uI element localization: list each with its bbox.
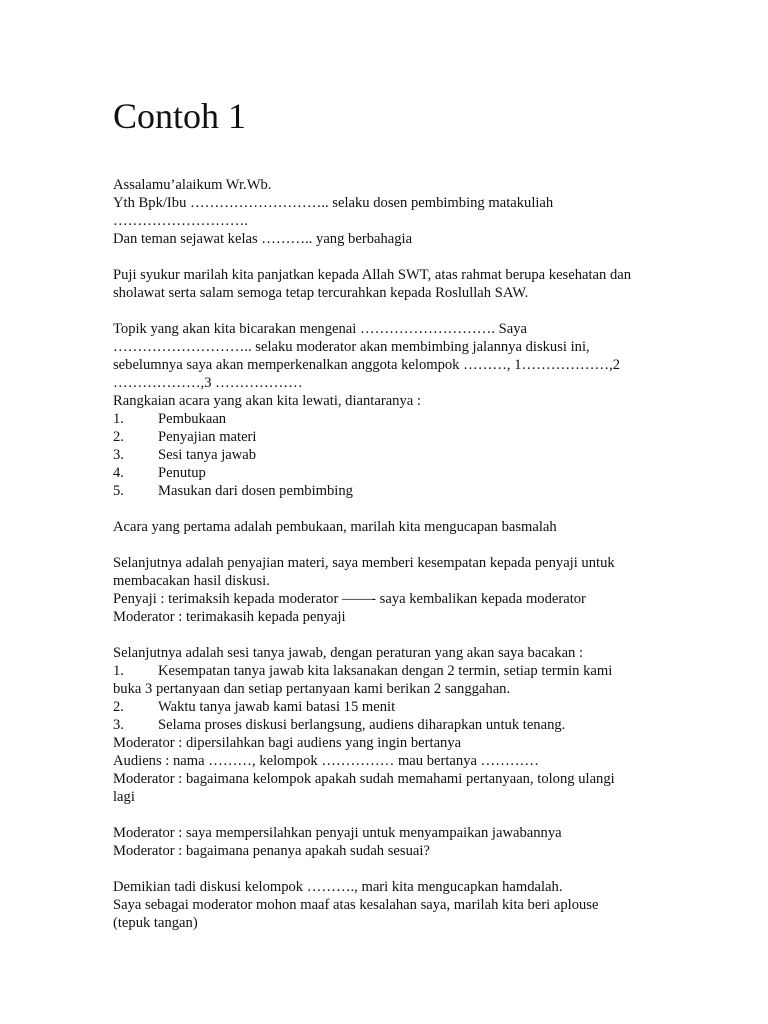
list-number: 4. bbox=[113, 465, 124, 481]
paragraph-gap bbox=[113, 626, 723, 644]
document-body bbox=[113, 176, 723, 932]
paragraph-gap bbox=[113, 860, 723, 878]
topic-paragraph bbox=[113, 320, 723, 500]
answer-paragraph bbox=[113, 824, 723, 860]
list-number: 5. bbox=[113, 483, 124, 499]
text-line: Acara yang pertama adalah pembukaan, marilah kita mengucapan basmalah bbox=[113, 519, 557, 535]
list-number: 1. bbox=[113, 411, 124, 427]
qa-paragraph bbox=[113, 644, 723, 806]
text-line: Puji syukur marilah kita panjatkan kepada Allah SWT, atas rahmat berupa kesehatan dan bbox=[113, 267, 632, 283]
list-number: 3. bbox=[113, 717, 124, 733]
paragraph-gap bbox=[113, 248, 723, 266]
list-text: Penyajian materi bbox=[158, 429, 257, 445]
list-item bbox=[113, 464, 723, 482]
text-line: ………………………. bbox=[113, 213, 248, 229]
text-line: Moderator : terimakasih kepada penyaji bbox=[113, 609, 346, 625]
text-line: Selanjutnya adalah sesi tanya jawab, dengan peraturan yang akan saya bacakan : bbox=[113, 645, 584, 661]
text-line: Moderator : saya mempersilahkan penyaji untuk menyampaikan jawabannya bbox=[113, 825, 562, 841]
list-text: Selama proses diskusi berlangsung, audiens diharapkan untuk tenang. bbox=[158, 717, 566, 733]
list-item bbox=[113, 410, 723, 428]
text-line: Moderator : bagaimana penanya apakah sudah sesuai? bbox=[113, 843, 430, 859]
text-line: Penyaji : terimaksih kepada moderator ——- saya kembalikan kepada moderator bbox=[113, 591, 586, 607]
opening-paragraph bbox=[113, 266, 723, 302]
list-text: Sesi tanya jawab bbox=[158, 447, 257, 463]
text-line: Saya sebagai moderator mohon maaf atas kesalahan saya, marilah kita beri aplouse bbox=[113, 897, 599, 913]
list-text: Kesempatan tanya jawab kita laksanakan dengan 2 termin, setiap termin kami bbox=[158, 663, 613, 679]
list-number: 2. bbox=[113, 699, 124, 715]
paragraph-gap bbox=[113, 536, 723, 554]
text-line: sholawat serta salam semoga tetap tercurahkan kepada Roslullah SAW. bbox=[113, 285, 529, 301]
text-line: Rangkaian acara yang akan kita lewati, diantaranya : bbox=[113, 393, 421, 409]
text-line: Demikian tadi diskusi kelompok ………., mari kita mengucapkan hamdalah. bbox=[113, 879, 563, 895]
opening-act-paragraph bbox=[113, 518, 723, 536]
greeting-paragraph bbox=[113, 176, 723, 248]
text-line: (tepuk tangan) bbox=[113, 915, 198, 931]
list-item bbox=[113, 446, 723, 464]
list-number: 3. bbox=[113, 447, 124, 463]
text-line: Moderator : dipersilahkan bagi audiens yang ingin bertanya bbox=[113, 735, 462, 751]
text-line: Dan teman sejawat kelas ……….. yang berbahagia bbox=[113, 231, 413, 247]
text-line: Moderator : bagaimana kelompok apakah sudah memahami pertanyaan, tolong ulangi bbox=[113, 771, 615, 787]
text-line: ……………………….. selaku moderator akan membimbing jalannya diskusi ini, bbox=[113, 339, 590, 355]
agenda-list bbox=[113, 410, 723, 500]
list-text: Masukan dari dosen pembimbing bbox=[158, 483, 353, 499]
text-line: Audiens : nama ………, kelompok …………… mau bertanya ………… bbox=[113, 753, 539, 769]
text-line: ………………,3 ……………… bbox=[113, 375, 303, 391]
paragraph-gap bbox=[113, 500, 723, 518]
list-number: 1. bbox=[113, 663, 124, 679]
paragraph-gap bbox=[113, 806, 723, 824]
text-line: Topik yang akan kita bicarakan mengenai ………………………. Saya bbox=[113, 321, 527, 337]
text-line: sebelumnya saya akan memperkenalkan anggota kelompok ………, 1………………,2 bbox=[113, 357, 621, 373]
list-text: Pembukaan bbox=[158, 411, 227, 427]
closing-paragraph bbox=[113, 878, 723, 932]
document-title: Contoh 1 bbox=[113, 96, 247, 136]
list-item bbox=[113, 428, 723, 446]
list-item bbox=[113, 716, 723, 734]
presentation-paragraph bbox=[113, 554, 723, 626]
text-line: Yth Bpk/Ibu ……………………….. selaku dosen pembimbing matakuliah bbox=[113, 195, 554, 211]
list-text: Waktu tanya jawab kami batasi 15 menit bbox=[158, 699, 396, 715]
list-item bbox=[113, 662, 723, 680]
list-number: 2. bbox=[113, 429, 124, 445]
text-line: lagi bbox=[113, 789, 135, 805]
text-line: Assalamu’alaikum Wr.Wb. bbox=[113, 177, 272, 193]
text-line: Selanjutnya adalah penyajian materi, saya memberi kesempatan kepada penyaji untuk bbox=[113, 555, 615, 571]
list-text: Penutup bbox=[158, 465, 206, 481]
paragraph-gap bbox=[113, 302, 723, 320]
list-item bbox=[113, 698, 723, 716]
text-line: buka 3 pertanyaan dan setiap pertanyaan kami berikan 2 sanggahan. bbox=[113, 681, 511, 697]
text-line: membacakan hasil diskusi. bbox=[113, 573, 270, 589]
list-item bbox=[113, 482, 723, 500]
